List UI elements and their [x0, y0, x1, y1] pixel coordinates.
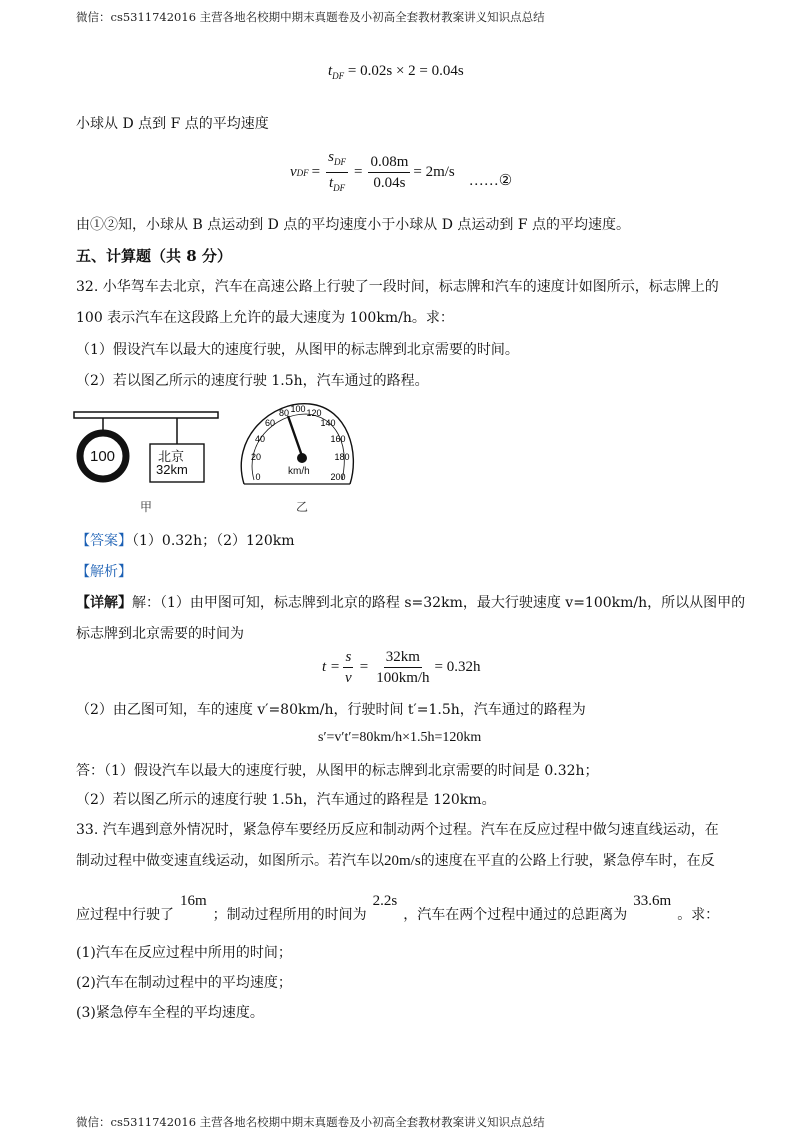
gauge-needle: [288, 416, 302, 456]
gauge-hub: [297, 453, 307, 463]
figure-caption-a: 甲: [140, 500, 153, 514]
gauge-tick-label: 100: [290, 404, 306, 414]
eq-subscript: DF: [296, 167, 309, 178]
reply-line-2: （2）若以图乙所示的速度行驶 1.5h，汽车通过的路程是 120km。: [76, 792, 496, 808]
gauge-tick-label: 200: [330, 472, 346, 482]
gauge-tick-label: 120: [306, 408, 322, 418]
detail-text: 解：（1）由甲图可知，标志牌到北京的路程 s=32km，最大行驶速度 v=100km/h，所以从图甲的: [132, 595, 746, 611]
analysis-tag: 【解析】: [76, 564, 132, 580]
eq-symbol: v: [290, 164, 297, 180]
gauge-tick-label: 180: [334, 452, 350, 462]
answer-line: [76, 530, 294, 550]
detail-tag: 【详解】: [76, 595, 132, 611]
q33-text-3: 应过程中行驶了16m；制动过程所用的时间为2.2s，汽车在两个过程中通过的总距离为33.6m。求：: [76, 893, 720, 923]
q33-speed: 20m/s: [384, 853, 421, 869]
figure-speedometer: [232, 398, 362, 493]
equation-tdf: [328, 63, 464, 81]
fraction-numeric: $\frac{32km}{100km/h}$: [376, 649, 430, 686]
fraction-symbolic: $\frac{s}{v}$: [345, 649, 352, 686]
detail-line-1: [76, 592, 745, 612]
gauge-tick-label: 60: [264, 418, 276, 428]
section-title: 五、计算题（共 8 分）: [76, 247, 232, 265]
q32-part-2: （2）若以图乙所示的速度行驶 1.5h，汽车通过的路程。: [76, 373, 429, 389]
text-line: 小球从 D 点到 F 点的平均速度: [76, 116, 269, 132]
eq-lhs: t =: [322, 659, 341, 675]
gauge-tick-label: 20: [250, 452, 262, 462]
q33-text-2: 制动过程中做变速直线运动，如图所示。若汽车以20m/s的速度在平直的公路上行驶，紧急停车时，在反: [76, 853, 715, 869]
sign-city: 北京: [158, 450, 185, 465]
fraction-symbolic: $\frac{s_{DF}}{t_{DF}}$: [328, 149, 346, 193]
page-header: 微信：cs5311742016 主营各地名校期中期末真题卷及小初高全套教材教案讲义知识点总结: [76, 10, 545, 24]
gauge-unit: km/h: [288, 466, 310, 477]
gauge-tick-label: 140: [320, 418, 336, 428]
q33-total-distance: 33.6m: [633, 893, 672, 909]
eq-tag: ……②: [468, 173, 513, 189]
detail-line-2: 标志牌到北京需要的时间为: [76, 626, 244, 642]
fraction-numeric: $\frac{0.08m}{0.04s}$: [370, 154, 409, 191]
answer-text: （1）0.32h；（2）120km: [132, 533, 295, 549]
equation-t: t = $\frac{s}{v}$ = $\frac{32km}{100km/h}$ = 0.32h: [322, 649, 481, 686]
page-footer: 微信：cs5311742016 主营各地名校期中期末真题卷及小初高全套教材教案讲义知识点总结: [76, 1115, 545, 1129]
conclusion-text: 由①②知，小球从 B 点运动到 D 点的平均速度小于小球从 D 点运动到 F 点的平均速度。: [76, 217, 631, 233]
q33-part-1: (1)汽车在反应过程中所用的时间；: [76, 945, 292, 961]
speed-limit-value: 100: [90, 448, 116, 465]
sign-distance: 32km: [156, 462, 188, 477]
eq-rhs: = 0.02s × 2 = 0.04s: [347, 63, 464, 79]
answer-tag: 【答案】: [76, 533, 132, 549]
q33-part-2: (2)汽车在制动过程中的平均速度；: [76, 975, 292, 991]
reply-line-1: 答：（1）假设汽车以最大的速度行驶，从图甲的标志牌到北京需要的时间是 0.32h；: [76, 763, 599, 779]
q33-braking-time: 2.2s: [372, 893, 398, 909]
gauge-tick-label: 80: [278, 408, 290, 418]
figure-caption-b: 乙: [296, 500, 309, 514]
eq-subscript: DF: [332, 71, 345, 81]
q32-text-1: 32. 小华驾车去北京，汽车在高速公路上行驶了一段时间，标志牌和汽车的速度计如图所示，标志牌上的: [76, 279, 719, 295]
q33-part-3: (3)紧急停车全程的平均速度。: [76, 1005, 264, 1021]
eq-symbol: t: [328, 63, 333, 79]
q32-text-2: 100 表示汽车在这段路上允许的最大速度为 100km/h。求：: [76, 310, 454, 326]
gauge-tick-label: 40: [254, 434, 266, 444]
eq-rhs: = 0.32h: [434, 659, 481, 675]
gauge-tick-label: 0: [255, 472, 261, 482]
q32-part-1: （1）假设汽车以最大的速度行驶，从图甲的标志牌到北京需要的时间。: [76, 342, 519, 358]
detail-line-3: （2）由乙图可知，车的速度 v′=80km/h，行驶时间 t′=1.5h，汽车通过的路程为: [76, 702, 586, 718]
gauge-tick-label: 160: [330, 434, 346, 444]
equation-s: s′=v′t′=80km/h×1.5h=120km: [318, 730, 482, 745]
equation-vdf: v DF = $\frac{s_{DF}}{t_{DF}}$ = $\frac{0.08m}{0.04s}$ = 2m/s ……②: [290, 148, 512, 197]
q33-reaction-distance: 16m: [180, 893, 207, 909]
eq-rhs: = 2m/s: [413, 164, 455, 180]
q33-text-1: 33. 汽车遇到意外情况时，紧急停车要经历反应和制动两个过程。汽车在反应过程中做匀速直线运动，在: [76, 822, 719, 838]
